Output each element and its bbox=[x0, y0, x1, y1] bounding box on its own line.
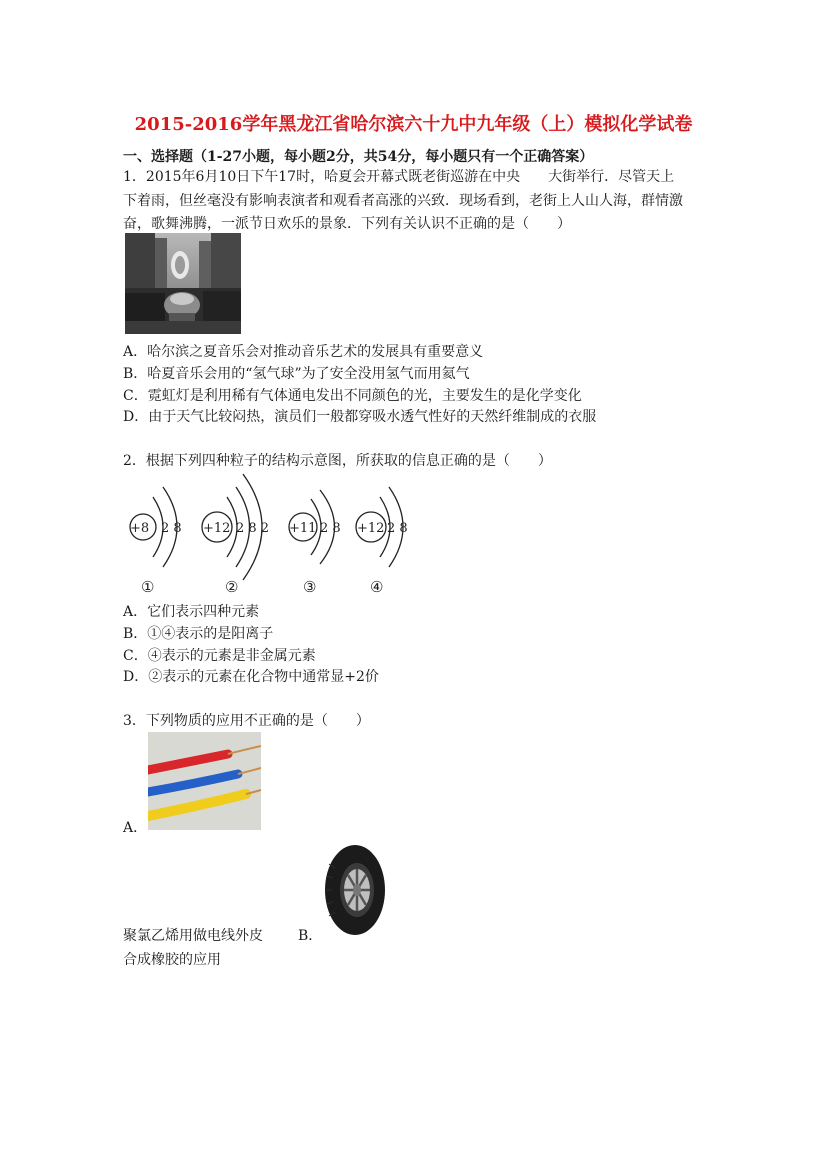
q2-option-c: C．④表示的元素是非金属元素 bbox=[123, 648, 316, 664]
particle-1-nucleus: +8 bbox=[130, 521, 150, 536]
atomic-structure-diagrams bbox=[123, 472, 423, 600]
q3-stem: 3．下列物质的应用不正确的是（ ） bbox=[123, 713, 370, 729]
q3-option-a-letter: A． bbox=[123, 820, 148, 836]
q1-stem-line-3: 奋，歌舞沸腾，一派节日欢乐的景象．下列有关认识不正确的是（ ） bbox=[123, 216, 571, 232]
particle-4-shells: 2 8 bbox=[387, 521, 408, 536]
q1-stem-line-2: 下着雨，但丝毫没有影响表演者和观看者高涨的兴致．现场看到，老街上人山人海，群情激 bbox=[123, 193, 683, 209]
particle-1-shells: 2 8 bbox=[161, 521, 182, 536]
q1-stem-line-1: 1．2015年6月10日下午17时，哈夏会开幕式既老街巡游在中央 大街举行．尽管天上 bbox=[123, 169, 675, 185]
particle-1-label: ① bbox=[141, 578, 155, 596]
q2-option-b: B．①④表示的是阳离子 bbox=[123, 626, 274, 642]
q1-option-a: A．哈尔滨之夏音乐会对推动音乐艺术的发展具有重要意义 bbox=[123, 344, 484, 360]
q3-option-b-letter: B． bbox=[298, 928, 323, 944]
particle-2-label: ② bbox=[225, 578, 239, 596]
q1-option-d: D．由于天气比较闷热，演员们一般都穿吸水透气性好的天然纤维制成的衣服 bbox=[123, 409, 597, 425]
q1-option-b: B．哈夏音乐会用的“氢气球”为了安全没用氢气而用氦气 bbox=[123, 366, 470, 382]
parade-photo bbox=[125, 233, 241, 334]
q2-stem: 2．根据下列四种粒子的结构示意图，所获取的信息正确的是（ ） bbox=[123, 453, 552, 469]
particle-2-shells: 2 8 2 bbox=[236, 521, 270, 536]
particle-3-shells: 2 8 bbox=[320, 521, 341, 536]
q3-option-b-text: 合成橡胶的应用 bbox=[123, 952, 221, 968]
q3-option-a-text: 聚氯乙烯用做电线外皮 bbox=[123, 928, 263, 944]
particle-3-label: ③ bbox=[303, 578, 317, 596]
page-title: 2015-2016学年黑龙江省哈尔滨六十九中九年级（上）模拟化学试卷 bbox=[134, 114, 693, 135]
q2-option-d: D．②表示的元素在化合物中通常显+2价 bbox=[123, 669, 379, 685]
particle-4-nucleus: +12 bbox=[357, 521, 385, 536]
section-heading: 一、选择题（1-27小题，每小题2分，共54分，每小题只有一个正确答案） bbox=[123, 149, 594, 165]
tire-image bbox=[323, 844, 387, 936]
particle-2-nucleus: +12 bbox=[203, 521, 231, 536]
particle-3-nucleus: +11 bbox=[289, 521, 317, 536]
electric-wires-image bbox=[148, 732, 261, 830]
particle-4-label: ④ bbox=[370, 578, 384, 596]
q2-option-a: A．它们表示四种元素 bbox=[123, 604, 260, 620]
q1-option-c: C．霓虹灯是利用稀有气体通电发出不同颜色的光，主要发生的是化学变化 bbox=[123, 388, 582, 404]
